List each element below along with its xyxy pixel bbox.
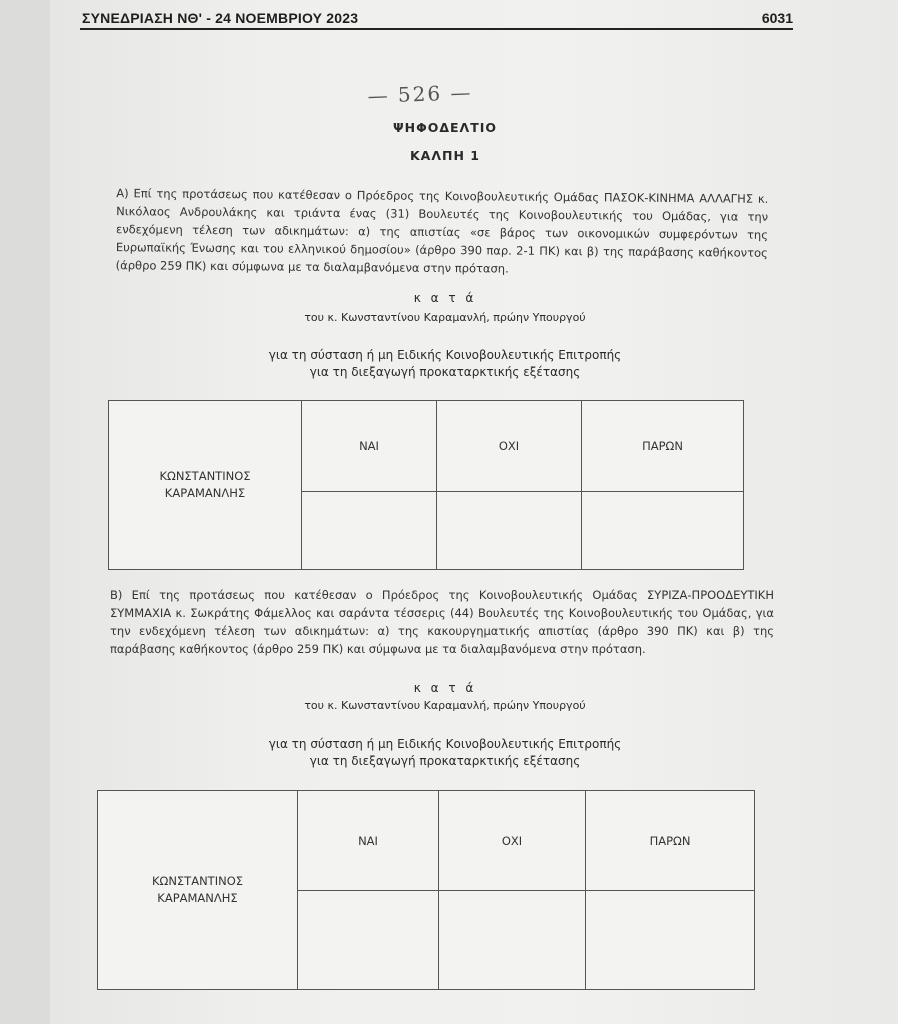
no-vote-box[interactable]	[437, 492, 582, 570]
vote-table-a	[108, 400, 744, 570]
section-b-text: Β) Επί της προτάσεως που κατέθεσαν ο Πρόεδρος της Κοινοβουλευτικής Ομάδας ΣΥΡΙΖΑ-ΠΡΟΟΔΕΥΤΙΚΗ ΣΥΜΜΑΧΙΑ κ. Σωκράτης Φάμελλος και σαράντα τέσσερις (44) Βουλευτές της Κοινοβουλευτικής του Ομάδας, για την ενδεχόμενη τέλεση των αδικημάτων: α) της κακουργηματικής απιστίας (άρθρο 390 ΠΚ) και β) της παράβασης καθήκοντος (άρθρο 259 ΠΚ) και σύμφωνα με τα διαλαμβανόμενα στην πρόταση.	[110, 588, 774, 656]
yes-header: ΝΑΙ	[298, 791, 439, 891]
yes-vote-box[interactable]	[302, 492, 437, 570]
present-header: ΠΑΡΩΝ	[586, 791, 755, 891]
candidate-first-name: ΚΩΝΣΤΑΝΤΙΝΟΣ	[159, 469, 251, 483]
ballot-title: ΨΗΦΟΔΕΛΤΙΟ	[392, 120, 498, 135]
section-a-against: του κ. Κωνσταντίνου Καραμανλή, πρώην Υπουργού	[304, 311, 586, 324]
vote-table-b	[97, 790, 755, 990]
no-header: ΟΧΙ	[437, 401, 582, 492]
section-b-against: του κ. Κωνσταντίνου Καραμανλή, πρώην Υπουργού	[304, 699, 586, 712]
section-a-purpose-1: για τη σύσταση ή μη Ειδικής Κοινοβουλευτικής Επιτροπής	[268, 348, 622, 362]
ballot-call: ΚΑΛΠΗ 1	[409, 148, 480, 163]
section-b-kata: κ α τ ά	[413, 681, 477, 695]
present-header: ΠΑΡΩΝ	[582, 401, 744, 492]
candidate-name	[109, 401, 302, 570]
yes-header: ΝΑΙ	[302, 401, 437, 492]
no-header: ΟΧΙ	[439, 791, 586, 891]
section-a-kata: κ α τ ά	[413, 291, 477, 305]
candidate-first-name: ΚΩΝΣΤΑΝΤΙΝΟΣ	[151, 874, 244, 888]
present-vote-box[interactable]	[582, 492, 744, 570]
session-title: ΣΥΝΕΔΡΙΑΣΗ ΝΘ' - 24 ΝΟΕΜΒΡΙΟΥ 2023	[82, 10, 359, 26]
yes-vote-box[interactable]	[298, 891, 439, 990]
section-b-purpose-2: για τη διεξαγωγή προκαταρκτικής εξέτασης	[309, 754, 581, 768]
candidate-last-name: ΚΑΡΑΜΑΝΛΗΣ	[164, 486, 246, 500]
section-a-purpose-2: για τη διεξαγωγή προκαταρκτικής εξέτασης	[309, 365, 581, 379]
page-number: 6031	[761, 10, 793, 26]
page-header	[80, 8, 793, 30]
section-b-purpose-1: για τη σύσταση ή μη Ειδικής Κοινοβουλευτικής Επιτροπής	[268, 737, 622, 751]
candidate-name	[98, 791, 298, 990]
handwritten-number: — 526 —	[367, 80, 473, 108]
present-vote-box[interactable]	[586, 891, 755, 990]
candidate-last-name: ΚΑΡΑΜΑΝΛΗΣ	[157, 891, 238, 905]
section-a-text: Α) Επί της προτάσεως που κατέθεσαν ο Πρόεδρος της Κοινοβουλευτικής Ομάδας ΠΑΣΟΚ-ΚΙΝΗΜΑ ΑΛΛΑΓΗΣ κ. Νικόλαος Ανδρουλάκης και τριάντα ένας (31) Βουλευτές της Κοινοβουλευτικής του Ομάδας, για την ενδεχόμενη τέλεση των αδικημάτων: α) της απιστίας «σε βάρος των οικονομικών συμφερόντων της Ευρωπαϊκής Ένωσης και του ελληνικού δημοσίου» (άρθρο 390 παρ. 2-1 ΠΚ) και β) της παράβασης καθήκοντος (άρθρο 259 ΠΚ) και σύμφωνα με τα διαλαμβανόμενα στην πρόταση.	[115, 186, 769, 276]
no-vote-box[interactable]	[439, 891, 586, 990]
